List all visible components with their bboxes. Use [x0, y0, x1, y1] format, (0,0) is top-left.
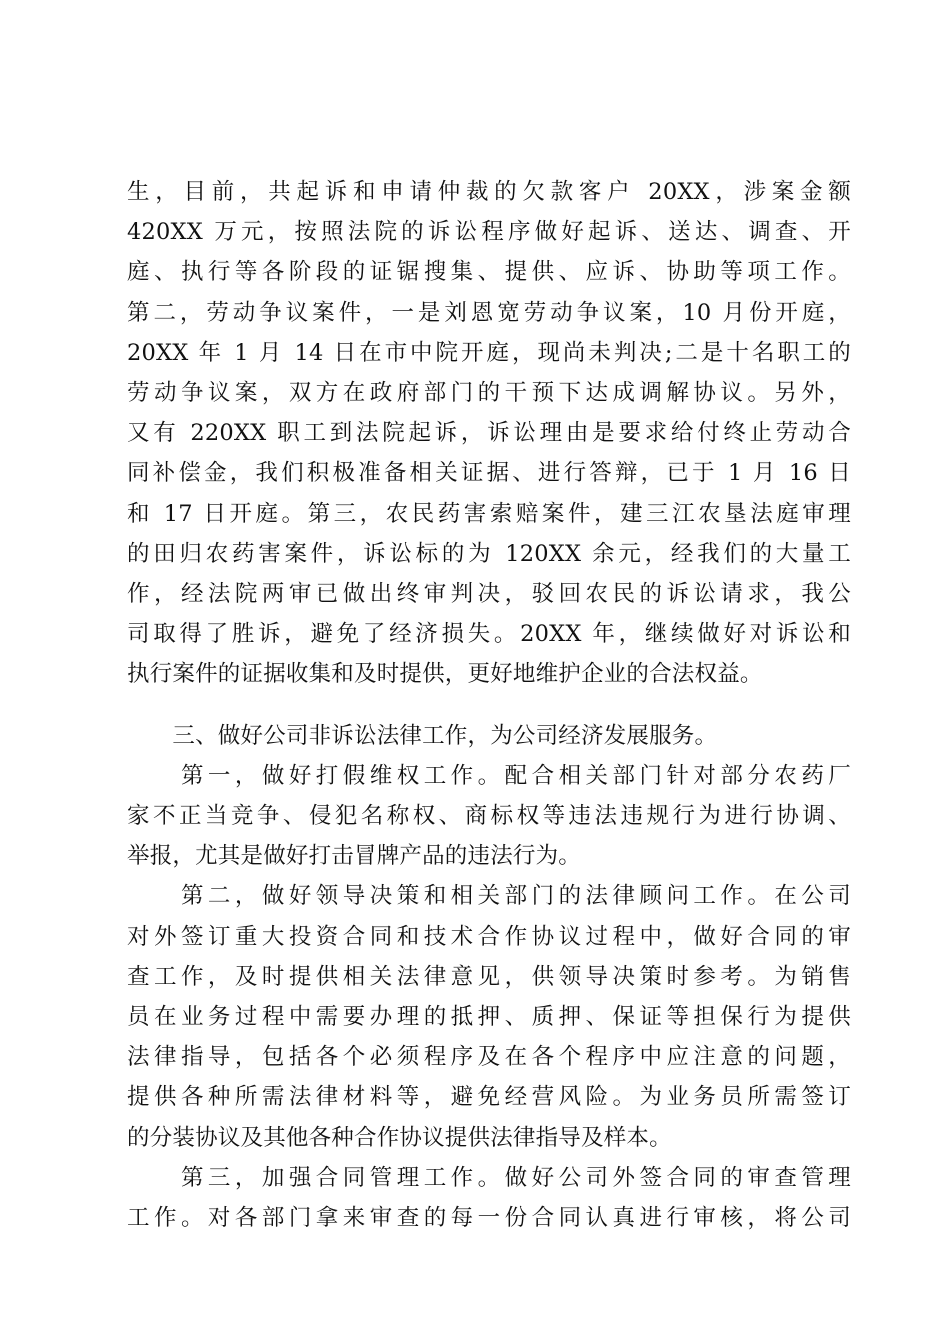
text-line: 第二，劳动争议案件，一是刘恩宽劳动争议案，10 月份开庭，: [127, 300, 851, 326]
text-line: 的田归农药害案件，诉讼标的为 120XX 余元，经我们的大量工: [127, 541, 851, 567]
text-line: 第二，做好领导决策和相关部门的法律顾问工作。在公司: [127, 883, 851, 909]
text-line: 工作。对各部门拿来审查的每一份合同认真进行审核，将公司: [127, 1205, 851, 1231]
text-line: 420XX 万元，按照法院的诉讼程序做好起诉、送达、调查、开: [127, 219, 851, 245]
text-line: 生，目前，共起诉和申请仲裁的欠款客户 20XX，涉案金额: [127, 179, 851, 205]
text-line: 和 17 日开庭。第三，农民药害索赔案件，建三江农垦法庭审理: [127, 501, 851, 527]
text-line: 第一，做好打假维权工作。配合相关部门针对部分农药厂: [127, 763, 851, 789]
text-line: 又有 220XX 职工到法院起诉，诉讼理由是要求给付终止劳动合: [127, 420, 851, 446]
text-line: 执行案件的证据收集和及时提供，更好地维护企业的合法权益。: [127, 661, 763, 687]
text-line: 员在业务过程中需要办理的抵押、质押、保证等担保行为提供: [127, 1004, 851, 1030]
text-line: 劳动争议案，双方在政府部门的干预下达成调解协议。另外，: [127, 380, 851, 406]
text-line: 的分装协议及其他各种合作协议提供法律指导及样本。: [127, 1125, 672, 1151]
text-line: 同补偿金，我们积极准备相关证据、进行答辩，已于 1 月 16 日: [127, 460, 851, 486]
section-heading: 三、做好公司非诉讼法律工作，为公司经济发展服务。: [127, 723, 718, 749]
text-line: 庭、执行等各阶段的证锯搜集、提供、应诉、协助等项工作。: [127, 259, 851, 285]
text-line: 对外签订重大投资合同和技术合作协议过程中，做好合同的审: [127, 924, 851, 950]
text-line: 司取得了胜诉，避免了经济损失。20XX 年，继续做好对诉讼和: [127, 621, 851, 647]
text-line: 第三，加强合同管理工作。做好公司外签合同的审查管理: [127, 1165, 851, 1191]
text-line: 20XX 年 1 月 14 日在市中院开庭，现尚未判决;二是十名职工的: [127, 340, 851, 366]
text-line: 法律指导，包括各个必须程序及在各个程序中应注意的问题，: [127, 1044, 851, 1070]
text-line: 查工作，及时提供相关法律意见，供领导决策时参考。为销售: [127, 964, 851, 990]
text-line: 作，经法院两审已做出终审判决，驳回农民的诉讼请求，我公: [127, 581, 851, 607]
text-line: 举报，尤其是做好打击冒牌产品的违法行为。: [127, 843, 582, 869]
text-line: 家不正当竞争、侵犯名称权、商标权等违法违规行为进行协调、: [127, 803, 851, 829]
text-line: 提供各种所需法律材料等，避免经营风险。为业务员所需签订: [127, 1084, 851, 1110]
